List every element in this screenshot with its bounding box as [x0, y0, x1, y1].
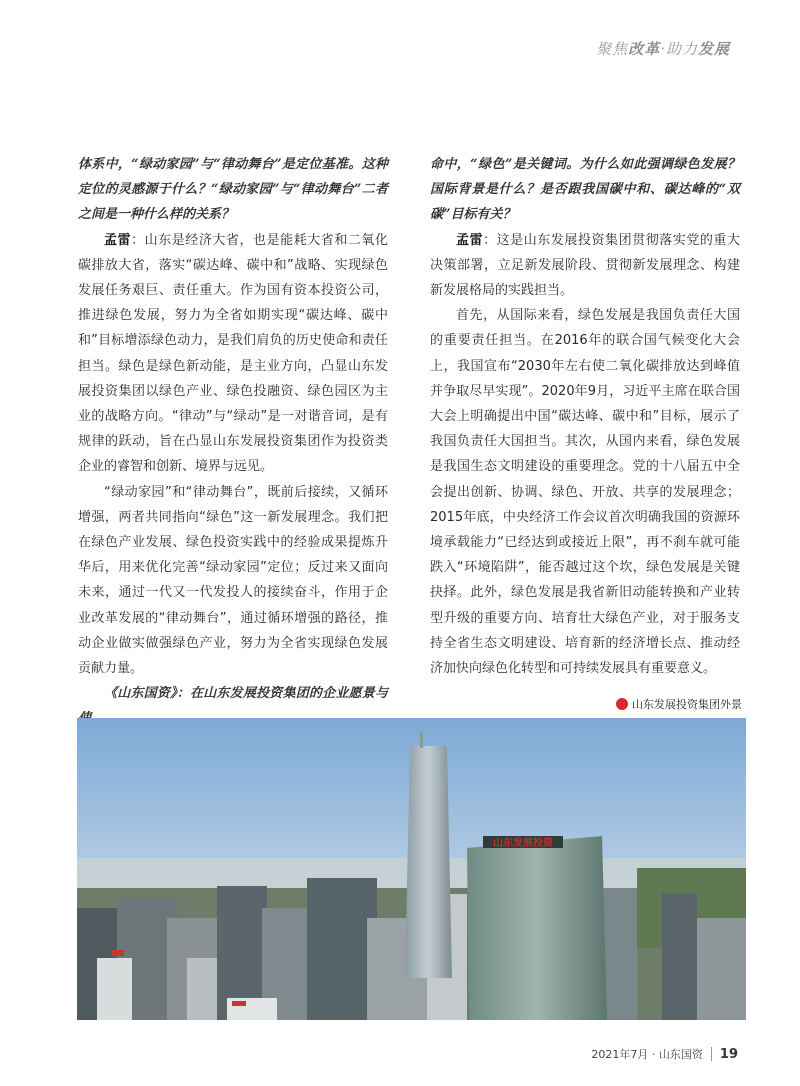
header-part3: ·助力: [660, 40, 698, 58]
speaker-name: 孟雷: [456, 232, 484, 248]
answer-paragraph: [78, 228, 388, 480]
body-paragraph: 首先，从国际来看，绿色发展是我国负责任大国的重要责任担当。在2016年的联合国气候变化大会上，我国宣布“2030年左右使二氧化碳排放达到峰值并争取尽早实现”。2020年9月，习近平主席在联合国大会上明确提出中国“碳达峰、碳中和”目标，展示了我国负责任大国担当。其次，从国内来看，绿色发展是我国生态文明建设的重要理念。党的十八届五中全会提出创新、协调、绿色、开放、共享的发展理念；2015年底，中央经济工作会议首次明确我国的资源环境承载能力“已经达到或接近上限”，再不刹车就可能跌入“环境陷阱”，能否越过这个坎，绿色发展是关键抉择。此外，绿色发展是我省新旧动能转换和产业转型升级的重要方向、培育壮大绿色产业，对于服务支持全省生态文明建设、培育新的经济增长点、推动经济加快向绿色化转型和可持续发展具有重要意义。: [430, 308, 740, 677]
building-photo: [77, 718, 746, 1020]
header-part2: 改革: [628, 40, 661, 58]
answer-text: ：这是山东发展投资集团贯彻落实党的重大决策部署，立足新发展阶段、贯彻新发展理念、构建新发展格局的实践担当。: [430, 232, 740, 299]
speaker-name: 孟雷: [104, 232, 132, 248]
header-part1: 聚焦: [596, 40, 629, 58]
answer-text: ：山东是经济大省，也是能耗大省和二氧化碳排放大省，落实“碳达峰、碳中和”战略、实现绿色发展任务艰巨、责任重大。作为国有资本投资公司，推进绿色发展，努力为全省如期实现“碳达峰、碳中和”目标增添绿色动力，是我们肩负的历史使命和责任担当。绿色是绿色新动能，是主业方向，凸显山东发展投资集团以绿色产业、绿色投融资、绿色园区为主业的战略方向。“律动”与“绿动”是一对谐音词，是有规律的跃动，旨在凸显山东发展投资集团作为投资类企业的睿智和创新、境界与远见。: [78, 232, 388, 475]
page-number: 19: [719, 1047, 738, 1062]
page-footer: [591, 1046, 738, 1062]
photo-caption: [616, 696, 742, 712]
header-part4: 发展: [697, 40, 730, 58]
issue-info: 2021年7月 · 山东国资: [591, 1048, 703, 1061]
question-text: 体系中，“绿动家园”与“律动舞台”是定位基准。这种定位的灵感源于什么？“绿动家园”与“律动舞台”二者之间是一种什么样的关系？: [78, 157, 388, 223]
left-column: [78, 152, 388, 732]
city-skyline-illustration: [77, 718, 746, 1020]
answer-paragraph: [430, 228, 740, 304]
question-text: 《山东国资》：在山东发展投资集团的企业愿景与: [104, 686, 388, 702]
section-header: [596, 38, 730, 59]
footer-divider: [711, 1047, 712, 1061]
company-logo-icon: [616, 698, 628, 710]
right-column: [430, 152, 740, 681]
caption-text: 山东发展投资集团外景: [632, 698, 742, 711]
building-sign: 山东发展投资: [493, 838, 553, 849]
body-paragraph: “绿动家园”和“律动舞台”，既前后接续，又循环增强，两者共同指向“绿色”这一新发展理念。我们把在绿色产业发展、绿色投资实践中的经验成果提炼升华后，用来优化完善“绿动家园”定位；反过来又面向未来，通过一代又一代发投人的接续奋斗，作用于企业改革发展的“律动舞台”，通过循环增强的路径，推动企业做实做强绿色产业，努力为全省实现绿色发展贡献力量。: [78, 484, 388, 677]
question-text: 命中，“绿色”是关键词。为什么如此强调绿色发展？国际背景是什么？是否跟我国碳中和、碳达峰的“双碳”目标有关？: [430, 157, 740, 223]
